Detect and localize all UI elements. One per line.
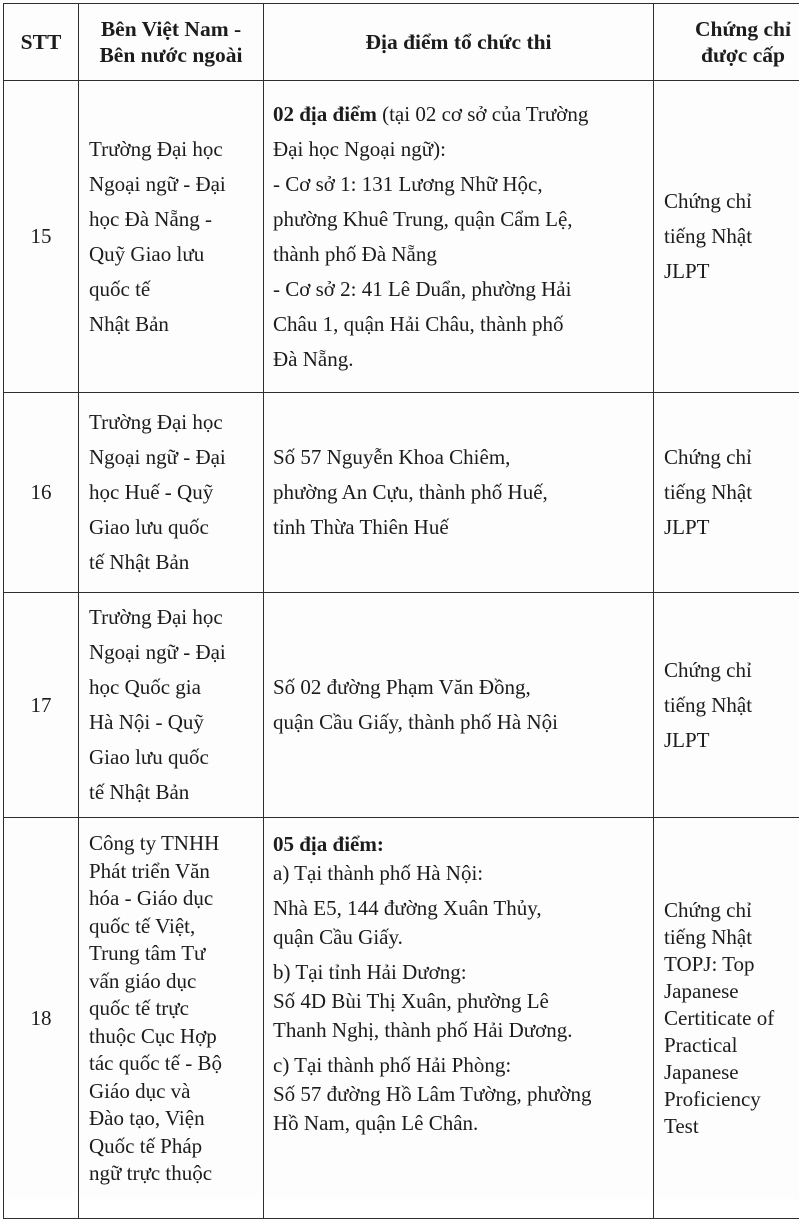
party-line: Giao lưu quốc — [89, 740, 259, 775]
certificate-cell — [654, 81, 799, 393]
certificate-cell — [654, 818, 799, 1219]
party-line: vấn giáo dục — [89, 968, 259, 996]
party-line: quốc tế trực — [89, 995, 259, 1023]
cert-line: Chứng chỉ — [664, 440, 799, 475]
location-line: quận Cầu Giấy, thành phố Hà Nội — [273, 705, 647, 740]
location-line: phường Khuê Trung, quận Cẩm Lệ, — [273, 202, 647, 237]
party-line: học Đà Nẵng - — [89, 202, 259, 237]
location-line: b) Tại tỉnh Hải Dương: — [273, 958, 647, 987]
party-line: Đào tạo, Viện — [89, 1105, 259, 1133]
location-line: Số 57 đường Hồ Lâm Tường, phường — [273, 1080, 647, 1109]
cert-line: JLPT — [664, 510, 799, 545]
stt-cell: 15 — [4, 81, 79, 393]
party-line: quốc tế — [89, 272, 259, 307]
party-line: tế Nhật Bản — [89, 775, 259, 810]
header-stt — [4, 4, 79, 81]
certificate-cell — [654, 593, 799, 818]
header-location-label: Địa điểm tổ chức thi — [365, 30, 551, 54]
party-line: Trường Đại học — [89, 405, 259, 440]
header-stt-label: STT — [21, 30, 62, 54]
header-party-line-2: Bên nước ngoài — [83, 42, 259, 68]
location-line: Đà Nẵng. — [273, 342, 647, 377]
party-line: Trường Đại học — [89, 600, 259, 635]
cert-line: Chứng chỉ — [664, 184, 799, 219]
cert-line: Test — [664, 1113, 799, 1140]
party-line: học Huế - Quỹ — [89, 475, 259, 510]
location-line: - Cơ sở 2: 41 Lê Duẩn, phường Hải — [273, 272, 647, 307]
cert-line: Japanese — [664, 1059, 799, 1086]
party-line: quốc tế Việt, — [89, 913, 259, 941]
party-line: Giáo dục và — [89, 1078, 259, 1106]
party-line: thuộc Cục Hợp — [89, 1023, 259, 1051]
cert-line: Chứng chỉ — [664, 653, 799, 688]
location-cell — [264, 81, 654, 393]
party-line: Phát triển Văn — [89, 858, 259, 886]
location-line: Nhà E5, 144 đường Xuân Thủy, — [273, 894, 647, 923]
location-line: - Cơ sở 1: 131 Lương Nhữ Hộc, — [273, 167, 647, 202]
location-line: thành phố Đà Nẵng — [273, 237, 647, 272]
header-cert-line-1: Chứng chỉ — [658, 16, 799, 42]
party-line: Giao lưu quốc — [89, 510, 259, 545]
location-line — [273, 97, 647, 132]
location-line: tỉnh Thừa Thiên Huế — [273, 510, 647, 545]
stt-cell: 17 — [4, 593, 79, 818]
cert-line: JLPT — [664, 254, 799, 289]
location-intro: (tại 02 cơ sở của Trường — [377, 102, 589, 126]
certificate-cell — [654, 393, 799, 593]
cert-line: Practical — [664, 1032, 799, 1059]
cert-line: tiếng Nhật — [664, 475, 799, 510]
cert-line: tiếng Nhật — [664, 924, 799, 951]
cert-line: Chứng chỉ — [664, 897, 799, 924]
location-line: c) Tại thành phố Hải Phòng: — [273, 1051, 647, 1080]
location-line: Đại học Ngoại ngữ): — [273, 132, 647, 167]
location-line: Thanh Nghị, thành phố Hải Dương. — [273, 1016, 647, 1045]
party-line: Nhật Bản — [89, 307, 259, 342]
party-line: Trung tâm Tư — [89, 940, 259, 968]
location-count: 05 địa điểm: — [273, 830, 647, 859]
header-party — [79, 4, 264, 81]
location-line: quận Cầu Giấy. — [273, 923, 647, 952]
location-line: Hồ Nam, quận Lê Chân. — [273, 1109, 647, 1138]
cert-line: JLPT — [664, 723, 799, 758]
header-cert-line-2: được cấp — [658, 42, 799, 68]
party-cell — [79, 818, 264, 1219]
party-line: hóa - Giáo dục — [89, 885, 259, 913]
cert-line: tiếng Nhật — [664, 688, 799, 723]
table-header-row — [4, 4, 799, 81]
location-count: 02 địa điểm — [273, 102, 377, 126]
header-certificate — [654, 4, 799, 81]
party-line: Công ty TNHH — [89, 830, 259, 858]
cert-line: tiếng Nhật — [664, 219, 799, 254]
location-line: Số 57 Nguyễn Khoa Chiêm, — [273, 440, 647, 475]
party-line: Quốc tế Pháp — [89, 1133, 259, 1161]
table-row — [4, 593, 799, 818]
table-row — [4, 81, 799, 393]
party-line: ngữ trực thuộc — [89, 1160, 259, 1188]
location-cell — [264, 393, 654, 593]
location-line: phường An Cựu, thành phố Huế, — [273, 475, 647, 510]
cert-line: TOPJ: Top — [664, 951, 799, 978]
party-line: Ngoại ngữ - Đại — [89, 635, 259, 670]
party-line: tác quốc tế - Bộ — [89, 1050, 259, 1078]
location-line: Số 02 đường Phạm Văn Đồng, — [273, 670, 647, 705]
location-cell — [264, 818, 654, 1219]
party-cell — [79, 393, 264, 593]
stt-cell: 18 — [4, 818, 79, 1219]
table-row — [4, 393, 799, 593]
party-line: Ngoại ngữ - Đại — [89, 440, 259, 475]
location-line: Châu 1, quận Hải Châu, thành phố — [273, 307, 647, 342]
cert-line: Proficiency — [664, 1086, 799, 1113]
party-line: Trường Đại học — [89, 132, 259, 167]
cert-line: Japanese — [664, 978, 799, 1005]
party-line: Quỹ Giao lưu — [89, 237, 259, 272]
cert-line: Certiticate of — [664, 1005, 799, 1032]
party-line: tế Nhật Bản — [89, 545, 259, 580]
location-line: Số 4D Bùi Thị Xuân, phường Lê — [273, 987, 647, 1016]
table-row — [4, 818, 799, 1219]
party-cell — [79, 593, 264, 818]
party-line: học Quốc gia — [89, 670, 259, 705]
exam-locations-table — [3, 3, 799, 1219]
party-line: Hà Nội - Quỹ — [89, 705, 259, 740]
stt-cell: 16 — [4, 393, 79, 593]
location-cell — [264, 593, 654, 818]
header-location — [264, 4, 654, 81]
location-line: a) Tại thành phố Hà Nội: — [273, 859, 647, 888]
party-cell — [79, 81, 264, 393]
party-line: Ngoại ngữ - Đại — [89, 167, 259, 202]
header-party-line-1: Bên Việt Nam - — [83, 16, 259, 42]
